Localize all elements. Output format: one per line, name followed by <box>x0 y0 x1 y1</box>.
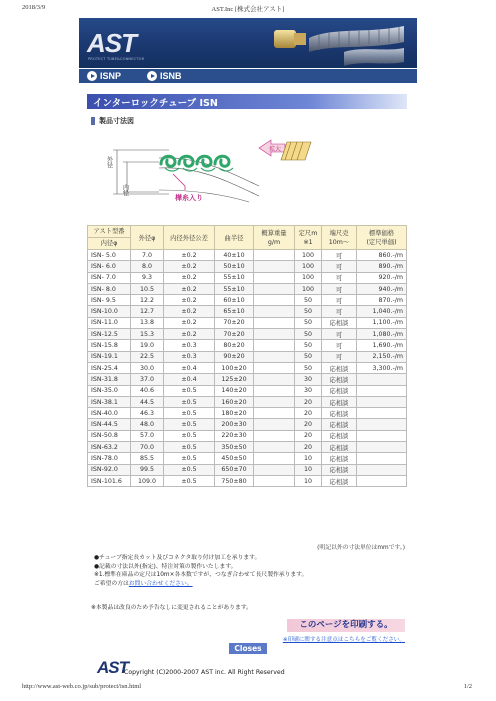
col-weight: 概算重量 g/m <box>254 226 295 250</box>
cell-code: ISN-63.2 <box>88 442 131 453</box>
print-date: 2018/3/9 <box>22 4 46 11</box>
cell-outer: 12.7 <box>131 306 164 317</box>
cell-tolerance: ±0.5 <box>164 419 215 430</box>
cell-outer: 7.0 <box>131 250 164 261</box>
table-row <box>88 396 407 407</box>
cell-length: 50 <box>295 329 322 340</box>
cell-price: 1,690.-/m <box>357 340 407 351</box>
note-2: ●記載の寸法以外(指定)、特注対策の製作いたします。 <box>94 563 237 570</box>
cell-length: 10 <box>295 475 322 486</box>
cell-cut: 可 <box>322 340 357 351</box>
cell-cut: 応相談 <box>322 374 357 385</box>
cell-weight <box>254 442 295 453</box>
table-row <box>88 430 407 441</box>
thread-label: 樺糸入り <box>175 194 203 202</box>
table-row <box>88 250 407 261</box>
cell-code: ISN-35.0 <box>88 385 131 396</box>
cell-price: 1,100.-/m <box>357 317 407 328</box>
cell-outer: 48.0 <box>131 419 164 430</box>
cell-weight <box>254 464 295 475</box>
cell-cut: 応相談 <box>322 430 357 441</box>
col-code <box>88 226 131 250</box>
cell-cut: 可 <box>322 351 357 362</box>
table-row <box>88 464 407 475</box>
table-row <box>88 475 407 486</box>
close-button[interactable]: Closes <box>229 643 267 654</box>
cell-cut: 応相談 <box>322 317 357 328</box>
cell-tolerance: ±0.2 <box>164 317 215 328</box>
tab-isnb[interactable] <box>147 70 182 82</box>
product-title: インターロックチューブ ISN <box>93 98 218 109</box>
note-1: ●チューブ指定長カット及びコネクタ取り付け加工を承ります。 <box>94 555 261 561</box>
cell-code: ISN-19.1 <box>88 351 131 362</box>
cell-code: ISN- 6.0 <box>88 261 131 272</box>
print-notes-link[interactable]: ※印刷に関する注意点はこちらをご覧ください。 <box>282 637 405 643</box>
table-row <box>88 453 407 464</box>
cell-tolerance: ±0.5 <box>164 464 215 475</box>
col-code-top: アスト型番 <box>88 226 130 238</box>
note-4-prefix: ご希望の方は <box>94 580 129 587</box>
cell-price: 3,300.-/m <box>357 362 407 373</box>
cell-outer: 12.2 <box>131 295 164 306</box>
enlarge-label: 拡大 <box>269 146 282 153</box>
cell-outer: 40.6 <box>131 385 164 396</box>
cell-bend: 125±20 <box>215 374 254 385</box>
cell-code: ISN- 8.0 <box>88 283 131 294</box>
cell-outer: 57.0 <box>131 430 164 441</box>
cell-code: ISN-92.0 <box>88 464 131 475</box>
cell-price <box>357 408 407 419</box>
cell-length: 30 <box>295 385 322 396</box>
cell-price: 860.-/m <box>357 250 407 261</box>
cell-code: ISN-101.6 <box>88 475 131 486</box>
outer-diameter-label: 外径 <box>105 156 113 168</box>
cell-price <box>357 419 407 430</box>
cell-tolerance: ±0.5 <box>164 442 215 453</box>
cell-length: 10 <box>295 453 322 464</box>
cell-bend: 160±20 <box>215 396 254 407</box>
cell-price <box>357 374 407 385</box>
unit-note: (明記以外の寸法単位はmmです。) <box>317 545 405 551</box>
table-row <box>88 272 407 283</box>
cell-price: 1,040.-/m <box>357 306 407 317</box>
cell-bend: 350±50 <box>215 442 254 453</box>
cell-weight <box>254 362 295 373</box>
cell-tolerance: ±0.4 <box>164 374 215 385</box>
cell-length: 50 <box>295 340 322 351</box>
cell-price: 870.-/m <box>357 295 407 306</box>
col-code-bottom: 内径φ <box>100 240 118 247</box>
cell-length: 20 <box>295 408 322 419</box>
cell-outer: 99.5 <box>131 464 164 475</box>
copyright: Copyright (C)2000-2007 AST inc. All Right Reserved <box>124 669 285 676</box>
cell-cut: 応相談 <box>322 408 357 419</box>
cell-code: ISN-15.8 <box>88 340 131 351</box>
print-page-number: 1/2 <box>463 683 472 690</box>
cell-code: ISN-10.0 <box>88 306 131 317</box>
col-bend: 曲半径 <box>215 226 254 250</box>
table-header-row <box>88 226 407 250</box>
cell-outer: 44.5 <box>131 396 164 407</box>
note-3: ※1.標準在庫品の定尺は10m×各本数ですが、つなぎ合わせて長尺製作承ります。 <box>94 572 308 579</box>
cell-bend: 100±20 <box>215 362 254 373</box>
cell-weight <box>254 329 295 340</box>
cell-tolerance: ±0.3 <box>164 340 215 351</box>
cell-code: ISN-12.5 <box>88 329 131 340</box>
cell-tolerance: ±0.5 <box>164 430 215 441</box>
cell-length: 50 <box>295 317 322 328</box>
notes <box>94 554 307 588</box>
table-row <box>88 283 407 294</box>
logo-tagline: PROTECT TUBE&CONNECTOR <box>88 57 145 61</box>
cell-bend: 90±20 <box>215 351 254 362</box>
cell-bend: 40±10 <box>215 250 254 261</box>
col-outer: 外径φ <box>131 226 164 250</box>
cell-tolerance: ±0.2 <box>164 306 215 317</box>
cell-weight <box>254 396 295 407</box>
cell-weight <box>254 408 295 419</box>
cell-price <box>357 396 407 407</box>
table-row <box>88 340 407 351</box>
col-tolerance: 内径外径公差 <box>164 226 215 250</box>
cell-price: 940.-/m <box>357 283 407 294</box>
cell-tolerance: ±0.5 <box>164 408 215 419</box>
cell-price: 890.-/m <box>357 261 407 272</box>
print-page-button[interactable]: このページを印刷する。 <box>287 619 405 632</box>
cell-price <box>357 442 407 453</box>
cell-outer: 19.0 <box>131 340 164 351</box>
cell-outer: 15.3 <box>131 329 164 340</box>
cell-cut: 応相談 <box>322 396 357 407</box>
cell-length: 20 <box>295 430 322 441</box>
cell-code: ISN- 9.5 <box>88 295 131 306</box>
print-title: AST.Inc [株式会社アスト] <box>211 6 285 13</box>
cell-length: 100 <box>295 261 322 272</box>
play-arrow-icon <box>147 71 157 81</box>
cell-price <box>357 453 407 464</box>
cell-bend: 650±70 <box>215 464 254 475</box>
cell-tolerance: ±0.2 <box>164 295 215 306</box>
cell-bend: 450±50 <box>215 453 254 464</box>
cell-cut: 可 <box>322 295 357 306</box>
cell-weight <box>254 430 295 441</box>
col-length: 定尺m ※1 <box>295 226 322 250</box>
section-heading <box>91 116 134 126</box>
cell-bend: 70±20 <box>215 329 254 340</box>
cell-bend: 70±20 <box>215 317 254 328</box>
cell-cut: 可 <box>322 329 357 340</box>
cell-bend: 200±30 <box>215 419 254 430</box>
cell-outer: 22.5 <box>131 351 164 362</box>
cell-weight <box>254 453 295 464</box>
cell-weight <box>254 419 295 430</box>
cell-cut: 可 <box>322 272 357 283</box>
spec-table <box>87 225 407 487</box>
table-row <box>88 261 407 272</box>
cell-length: 50 <box>295 362 322 373</box>
cell-cut: 応相談 <box>322 419 357 430</box>
cell-outer: 85.5 <box>131 453 164 464</box>
cell-weight <box>254 283 295 294</box>
cell-outer: 30.0 <box>131 362 164 373</box>
cell-price <box>357 385 407 396</box>
cell-outer: 70.0 <box>131 442 164 453</box>
cell-weight <box>254 272 295 283</box>
cell-tolerance: ±0.5 <box>164 396 215 407</box>
cell-code: ISN- 7.0 <box>88 272 131 283</box>
cell-code: ISN-31.8 <box>88 374 131 385</box>
cell-outer: 13.8 <box>131 317 164 328</box>
cell-length: 50 <box>295 306 322 317</box>
table-row <box>88 419 407 430</box>
cell-outer: 46.3 <box>131 408 164 419</box>
cell-price <box>357 464 407 475</box>
col-price: 標準価格 (定尺単価) <box>357 226 407 250</box>
table-row <box>88 374 407 385</box>
cell-length: 100 <box>295 272 322 283</box>
cell-weight <box>254 250 295 261</box>
cell-tolerance: ±0.4 <box>164 362 215 373</box>
ast-logo[interactable]: AST <box>87 28 136 58</box>
table-row <box>88 329 407 340</box>
header-banner <box>79 18 417 68</box>
play-arrow-icon <box>87 71 97 81</box>
cell-cut: 応相談 <box>322 442 357 453</box>
cell-code: ISN-40.0 <box>88 408 131 419</box>
cell-bend: 750±80 <box>215 475 254 486</box>
cell-code: ISN-44.5 <box>88 419 131 430</box>
contact-link[interactable]: お問い合わせください。 <box>128 580 193 587</box>
table-row <box>88 408 407 419</box>
footer-logo: AST <box>97 658 128 677</box>
table-row <box>88 385 407 396</box>
cell-tolerance: ±0.5 <box>164 385 215 396</box>
disclaimer: ※本製品は改良のため予告なしに変更されることがあります。 <box>91 605 252 611</box>
cell-weight <box>254 340 295 351</box>
tab-label: ISNB <box>160 71 182 81</box>
cell-length: 20 <box>295 442 322 453</box>
cell-outer: 109.0 <box>131 475 164 486</box>
cell-tolerance: ±0.5 <box>164 475 215 486</box>
table-row <box>88 351 407 362</box>
table-row <box>88 442 407 453</box>
cell-code: ISN-11.0 <box>88 317 131 328</box>
cell-tolerance: ±0.2 <box>164 272 215 283</box>
cell-length: 50 <box>295 351 322 362</box>
cell-bend: 60±10 <box>215 295 254 306</box>
cell-length: 30 <box>295 374 322 385</box>
cell-length: 50 <box>295 295 322 306</box>
cell-bend: 220±30 <box>215 430 254 441</box>
cell-weight <box>254 317 295 328</box>
cell-bend: 140±20 <box>215 385 254 396</box>
cell-tolerance: ±0.5 <box>164 453 215 464</box>
cell-outer: 8.0 <box>131 261 164 272</box>
cell-cut: 可 <box>322 250 357 261</box>
cell-cut: 応相談 <box>322 453 357 464</box>
cell-cut: 応相談 <box>322 385 357 396</box>
cell-bend: 55±10 <box>215 272 254 283</box>
product-tabs <box>79 69 417 83</box>
cell-price: 2,150.-/m <box>357 351 407 362</box>
cell-length: 100 <box>295 250 322 261</box>
cell-price <box>357 430 407 441</box>
cell-length: 10 <box>295 464 322 475</box>
cell-bend: 80±20 <box>215 340 254 351</box>
section-marker <box>91 117 95 125</box>
cell-price: 1,080.-/m <box>357 329 407 340</box>
cell-bend: 180±20 <box>215 408 254 419</box>
cell-bend: 55±10 <box>215 283 254 294</box>
dimension-diagram <box>99 128 319 212</box>
cell-cut: 応相談 <box>322 475 357 486</box>
cell-weight <box>254 374 295 385</box>
cell-cut: 可 <box>322 306 357 317</box>
table-row <box>88 317 407 328</box>
inner-diameter-label: 内径 <box>121 184 129 196</box>
cell-cut: 応相談 <box>322 362 357 373</box>
page-content <box>79 18 417 680</box>
cell-weight <box>254 295 295 306</box>
table-row <box>88 306 407 317</box>
print-url: http://www.ast-web.co.jp/sub/protect/isn.html <box>22 683 142 690</box>
cell-outer: 10.5 <box>131 283 164 294</box>
cell-length: 100 <box>295 283 322 294</box>
cell-price <box>357 475 407 486</box>
cell-tolerance: ±0.2 <box>164 261 215 272</box>
cell-weight <box>254 261 295 272</box>
cell-tolerance: ±0.2 <box>164 329 215 340</box>
cell-weight <box>254 306 295 317</box>
cell-code: ISN-38.1 <box>88 396 131 407</box>
cell-code: ISN-50.8 <box>88 430 131 441</box>
cell-cut: 可 <box>322 261 357 272</box>
cell-weight <box>254 475 295 486</box>
cell-weight <box>254 351 295 362</box>
spec-table-body <box>88 250 407 487</box>
cell-length: 20 <box>295 419 322 430</box>
cell-tolerance: ±0.2 <box>164 283 215 294</box>
product-title-bar <box>87 94 407 109</box>
table-row <box>88 362 407 373</box>
cell-code: ISN- 5.0 <box>88 250 131 261</box>
cell-code: ISN-78.0 <box>88 453 131 464</box>
cell-cut: 応相談 <box>322 464 357 475</box>
cell-price: 920.-/m <box>357 272 407 283</box>
cell-code: ISN-25.4 <box>88 362 131 373</box>
cell-cut: 可 <box>322 283 357 294</box>
cell-bend: 50±10 <box>215 261 254 272</box>
table-row <box>88 295 407 306</box>
tab-label: ISNP <box>100 71 122 81</box>
cell-outer: 9.3 <box>131 272 164 283</box>
cell-outer: 37.0 <box>131 374 164 385</box>
cell-length: 20 <box>295 396 322 407</box>
section-title: 製品寸法図 <box>99 117 134 125</box>
cell-tolerance: ±0.2 <box>164 250 215 261</box>
cell-bend: 65±10 <box>215 306 254 317</box>
tab-isnp[interactable] <box>87 70 121 82</box>
col-cut: 端尺売 10m〜 <box>322 226 357 250</box>
cell-tolerance: ±0.3 <box>164 351 215 362</box>
note-4 <box>94 580 307 589</box>
cell-weight <box>254 385 295 396</box>
product-photo <box>254 22 409 66</box>
